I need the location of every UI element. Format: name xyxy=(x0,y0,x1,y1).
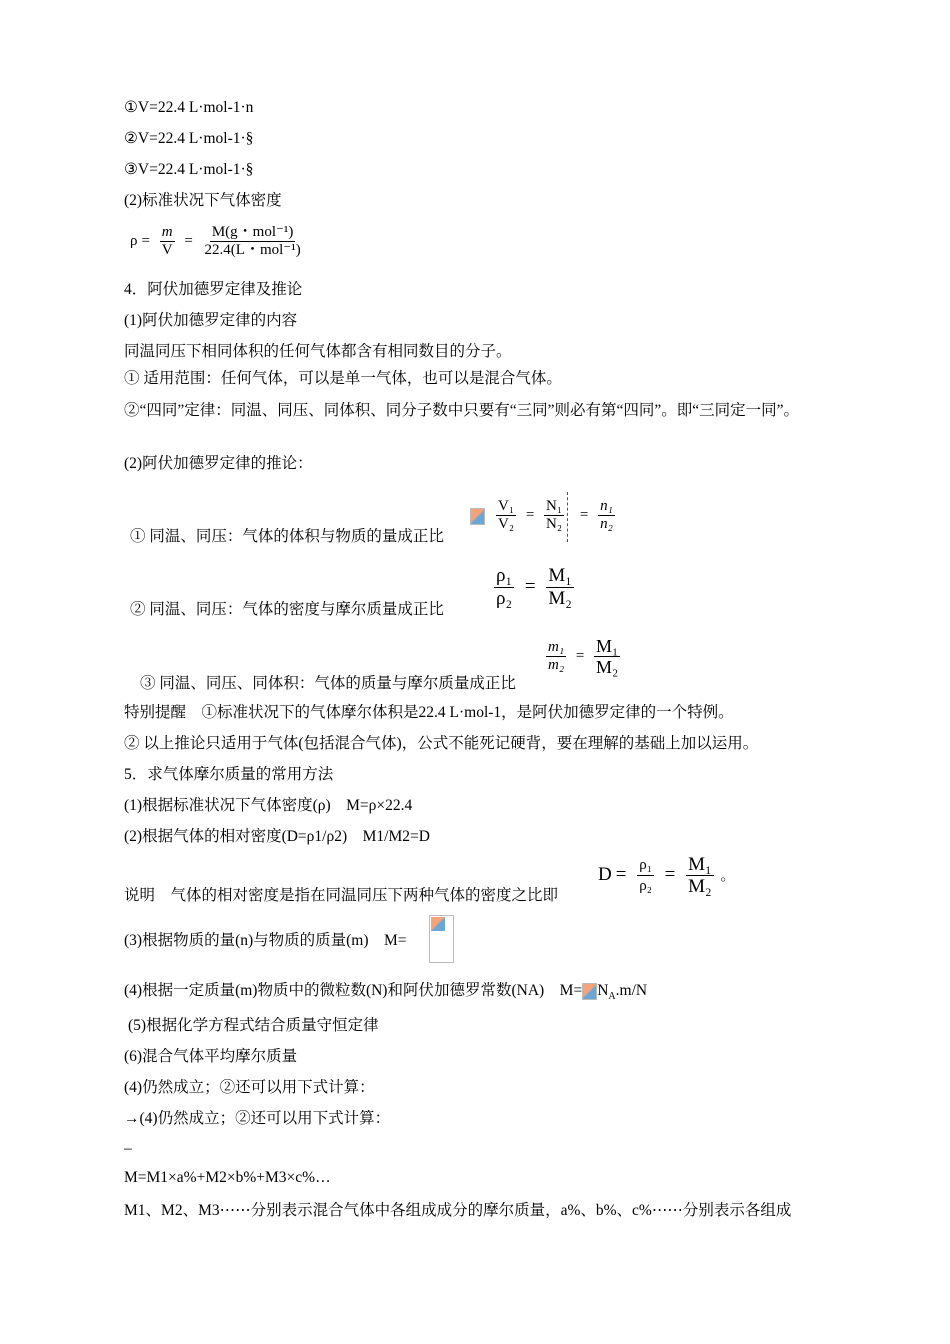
line-8: ① 适用范围：任何气体，可以是单一气体，也可以是混合气体。 xyxy=(124,370,562,387)
fraction-m-v xyxy=(160,224,175,259)
line-21-n: N xyxy=(597,982,609,999)
line-20 xyxy=(124,931,407,951)
line-21-tail: .m/N xyxy=(615,982,648,999)
num-M1: M₁ xyxy=(688,854,712,875)
den-v2: V₂ xyxy=(498,516,515,532)
density-ratio-formula xyxy=(492,565,576,610)
fraction-rho1-rho2-b xyxy=(637,855,654,896)
fraction-M1-M2-b xyxy=(594,636,620,677)
fraction-n1-n2 xyxy=(544,498,564,533)
line-28: M1、M2、M3⋯⋯分别表示混合气体中各组成成分的摩尔质量，a%、b%、c%⋯⋯分别表示各组成 xyxy=(124,1202,792,1219)
rho-symbol: ρ xyxy=(130,232,138,249)
equals: = xyxy=(664,863,676,885)
den-v: V xyxy=(161,242,173,258)
corollary-1-text: ① 同温、同压：气体的体积与物质的量成正比 xyxy=(130,528,444,545)
equals: = xyxy=(141,232,150,249)
line-9: ②“四同”定律：同温、同压、同体积、同分子数中只要有“三同”则必有第“四同”。即“三同定一同”。 xyxy=(124,402,800,419)
equals: = xyxy=(184,232,193,249)
num-rho1: ρ₁ xyxy=(637,855,654,876)
line-4: (2)标准状况下气体密度 xyxy=(124,192,282,209)
line-2: ②V=22.4 L·mol-1·§ xyxy=(124,130,254,147)
line-15: ② 以上推论只适用于气体(包括混合气体)，公式不能死记硬背，要在理解的基础上加以运用。 xyxy=(124,735,759,752)
volume-ratio-formula xyxy=(494,498,617,533)
period: 。 xyxy=(720,867,736,884)
corollary-3 xyxy=(140,674,516,694)
num-n1: n₁ xyxy=(600,498,613,514)
equals: = xyxy=(525,506,535,523)
line-26: – xyxy=(124,1140,132,1157)
fraction-molar xyxy=(203,224,303,259)
fraction-mol1-mol2 xyxy=(598,498,615,533)
den-M2: M₂ xyxy=(548,588,572,609)
relative-density-formula xyxy=(598,854,735,897)
fraction-rho1-rho2 xyxy=(494,565,514,610)
num-M1: M₁ xyxy=(596,636,619,656)
line-10: (2)阿伏加德罗定律的推论： xyxy=(124,455,313,472)
den-molar-volume: 22.4(L・mol⁻¹) xyxy=(204,242,301,258)
line-14: 特别提醒 ①标准状况下的气体摩尔体积是22.4 L·mol-1，是阿伏加德罗定律的一个特例。 xyxy=(124,704,734,721)
num-m: m xyxy=(161,224,173,240)
line-5: 4．阿伏加德罗定律及推论 xyxy=(124,281,303,298)
fraction-M1-M2 xyxy=(546,565,574,610)
line-21-sub: A xyxy=(608,991,616,1003)
line-19 xyxy=(124,886,558,906)
num-v1: V₁ xyxy=(498,498,515,514)
num-m1: m₁ xyxy=(548,639,565,655)
density-formula xyxy=(130,224,305,259)
line-20-text: (3)根据物质的量(n)与物质的质量(m) M= xyxy=(124,932,407,949)
line-6: (1)阿伏加德罗定律的内容 xyxy=(124,312,298,329)
equals: = xyxy=(524,575,536,597)
den-M2: M₂ xyxy=(688,876,712,897)
D-symbol: D xyxy=(598,863,612,885)
line-21-text: (4)根据一定质量(m)物质中的微粒数(N)和阿伏加德罗常数(NA) M= xyxy=(124,982,583,999)
line-25: →(4)仍然成立；②还可以用下式计算： xyxy=(124,1110,391,1127)
line-24: (4)仍然成立；②还可以用下式计算： xyxy=(124,1079,375,1096)
den-m2: m₂ xyxy=(548,657,565,673)
num-M1: M₁ xyxy=(548,565,572,586)
line-7: 同温同压下相同体积的任何气体都含有相同数目的分子。 xyxy=(124,343,512,360)
line-3: ③V=22.4 L·mol-1·§ xyxy=(124,161,254,178)
dashed-divider xyxy=(567,492,568,542)
corollary-2 xyxy=(130,600,444,620)
broken-image-icon xyxy=(582,983,597,1000)
den-rho2: ρ₂ xyxy=(639,878,652,894)
line-16: 5．求气体摩尔质量的常用方法 xyxy=(124,766,334,783)
line-18: (2)根据气体的相对密度(D=ρ1/ρ2) M1/M2=D xyxy=(124,828,430,845)
line-19-text: 说明 气体的相对密度是指在同温同压下两种气体的密度之比即 xyxy=(124,887,559,904)
fraction-M1-M2-c xyxy=(686,854,714,897)
line-27: M=M1×a%+M2×b%+M3×c%… xyxy=(124,1169,331,1186)
line-17: (1)根据标准状况下气体密度(ρ) M=ρ×22.4 xyxy=(124,797,413,814)
fraction-m1-m2 xyxy=(546,639,566,674)
den-N2: N₂ xyxy=(546,516,563,532)
broken-image-icon xyxy=(470,508,485,525)
num-molar-mass: M(g・mol⁻¹) xyxy=(211,224,294,240)
equals: = xyxy=(615,863,627,885)
line-23: (6)混合气体平均摩尔质量 xyxy=(124,1048,298,1065)
den-M2: M₂ xyxy=(596,657,619,677)
fraction-v1-v2 xyxy=(496,498,516,533)
mass-ratio-formula xyxy=(544,636,622,677)
den-rho2: ρ₂ xyxy=(496,588,513,609)
corollary-1 xyxy=(130,527,444,547)
line-1: ①V=22.4 L·mol-1·n xyxy=(124,99,254,116)
num-rho1: ρ₁ xyxy=(496,565,513,586)
num-N1: N₁ xyxy=(546,498,563,514)
line-21 xyxy=(124,981,647,1007)
corollary-2-text: ② 同温、同压：气体的密度与摩尔质量成正比 xyxy=(130,601,444,618)
broken-image-icon xyxy=(429,915,454,963)
line-22: (5)根据化学方程式结合质量守恒定律 xyxy=(128,1017,379,1034)
corollary-3-text: ③ 同温、同压、同体积：气体的质量与摩尔质量成正比 xyxy=(140,675,516,692)
equals: = xyxy=(579,506,589,523)
den-n2: n₂ xyxy=(600,516,613,532)
equals: = xyxy=(575,647,585,664)
